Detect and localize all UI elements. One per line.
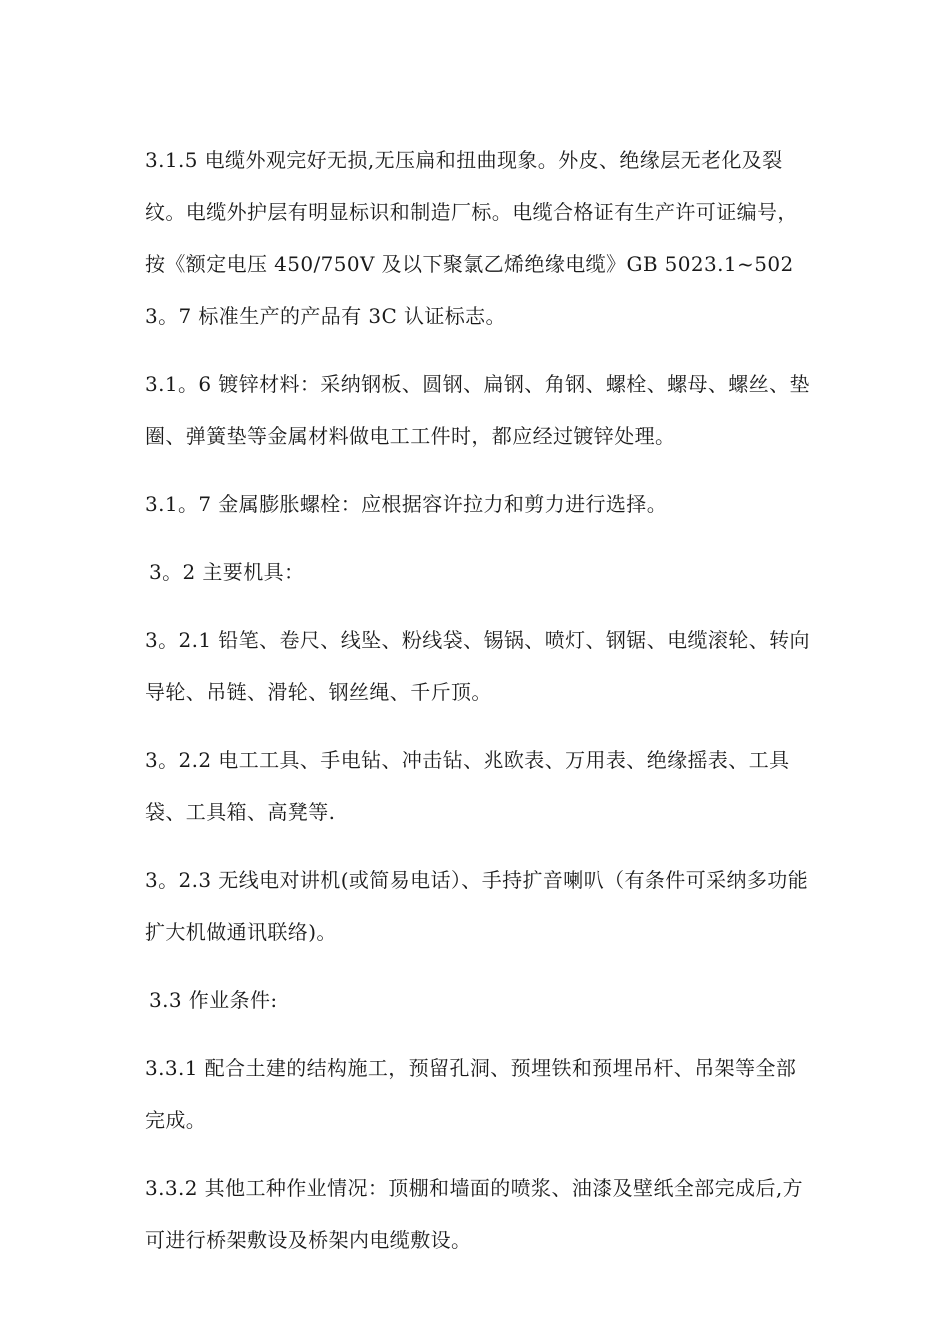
paragraph-3-1-7: 3.1。7 金属膨胀螺栓：应根据容许拉力和剪力进行选择。 — [145, 492, 668, 516]
paragraph-3-2-3: 3。2.3 无线电对讲机(或简易电话）、手持扩音喇叭（有条件可采纳多功能扩大机做通讯联络)。 — [145, 868, 809, 944]
paragraph-3-3-2: 3.3.2 其他工种作业情况：顶棚和墙面的喷浆、油漆及壁纸全部完成后,方可进行桥架敷设及桥架内电缆敷设。 — [145, 1176, 804, 1252]
section-heading-3-2: 3。2 主要机具： — [149, 560, 305, 584]
paragraph-3-3-1: 3.3.1 配合土建的结构施工，预留孔洞、预埋铁和预埋吊杆、吊架等全部完成。 — [145, 1056, 797, 1132]
section-heading-3-3: 3.3 作业条件: — [149, 988, 278, 1012]
paragraph-3-2-2: 3。2.2 电工工具、手电钻、冲击钻、兆欧表、万用表、绝缘摇表、工具袋、工具箱、高凳等. — [145, 748, 790, 824]
paragraph-3-1-6: 3.1。6 镀锌材料：采纳钢板、圆钢、扁钢、角钢、螺栓、螺母、螺丝、垫圈、弹簧垫等金属材料做电工工件时，都应经过镀锌处理。 — [145, 372, 810, 448]
document-body — [145, 134, 810, 1282]
paragraph-3-1-5: 3.1.5 电缆外观完好无损,无压扁和扭曲现象。外皮、绝缘层无老化及裂纹。电缆外护层有明显标识和制造厂标。电缆合格证有生产许可证编号，按《额定电压 450/750V 及以下聚氯乙烯绝缘电缆》GB 5023.1~5023。7 标准生产的产品有 3C 认证标志。 — [145, 148, 798, 328]
paragraph-3-2-1: 3。2.1 铅笔、卷尺、线坠、粉线袋、锡锅、喷灯、钢锯、电缆滚轮、转向导轮、吊链、滑轮、钢丝绳、千斤顶。 — [145, 628, 810, 704]
